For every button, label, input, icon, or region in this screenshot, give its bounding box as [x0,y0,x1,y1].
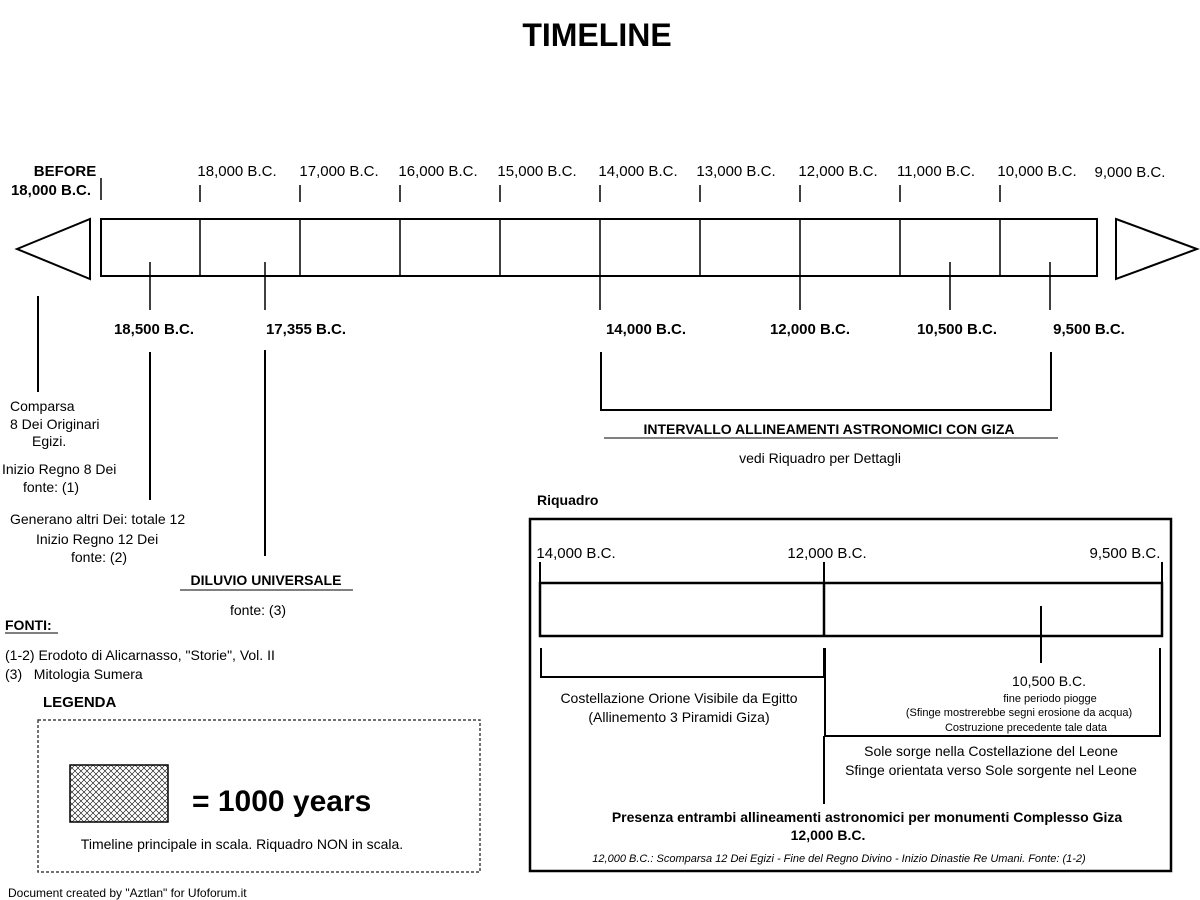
presenza-date: 12,000 B.C. [790,827,866,843]
regno12-note: Generano altri Dei: totale 12 [10,511,186,527]
before-date-label: 18,000 B.C. [10,182,92,199]
credit-line: Document created by "Aztlan" for Ufoforum.it [8,886,247,900]
riquadro-tick-label: 12,000 B.C. [787,545,867,562]
left-arrow-icon [17,219,90,279]
fonti-item: (1-2) Erodoto di Alicarnasso, "Storie", Vol. II [5,647,275,663]
fonti-item: (3) Mitologia Sumera [5,666,143,682]
scale-tick-label: 10,000 B.C. [997,163,1077,180]
main-timeline-bar [101,219,1097,276]
regno8-source: fonte: (1) [23,479,80,495]
diluvio-source: fonte: (3) [229,602,287,618]
orione-note: Costellazione Orione Visibile da Egitto [560,690,798,706]
riquadro-tick-label: 14,000 B.C. [536,545,616,562]
scale-tick-label: 15,000 B.C. [497,163,577,180]
giza-interval-bracket [601,352,1051,410]
regno12-source: fonte: (2) [71,549,128,565]
event-marker-label: 17,355 B.C. [265,321,347,338]
scale-tick-label: 16,000 B.C. [398,163,478,180]
regno12-note: Inizio Regno 12 Dei [36,531,159,547]
right-arrow-icon [1116,219,1197,279]
event-marker-label: 14,000 B.C. [605,321,687,338]
scale-tick-label: 12,000 B.C. [798,163,878,180]
event-marker-label: 9,500 B.C. [1053,321,1125,338]
riquadro-tick-label: 9,500 B.C. [1089,545,1161,562]
scale-tick-label: 9,000 B.C. [1094,164,1166,181]
legenda-caption: Timeline principale in scala. Riquadro NON in scala. [80,836,404,852]
piogge-note: fine periodo piogge [1003,693,1097,705]
scale-tick-label: 17,000 B.C. [299,163,379,180]
scale-tick-label: 14,000 B.C. [598,163,678,180]
orione-note: (Allinemento 3 Piramidi Giza) [588,709,770,725]
piogge-date: 10,500 B.C. [1012,673,1086,689]
riquadro-bar [540,583,1162,636]
before-label: BEFORE [33,163,97,180]
leone-note: Sole sorge nella Costellazione del Leone [864,743,1118,759]
regno8-note: Inizio Regno 8 Dei [2,461,117,477]
leone-note: Sfinge orientata verso Sole sorgente nel Leone [845,762,1137,778]
legenda-equals: = 1000 years [192,785,372,818]
presenza-note: Presenza entrambi allineamenti astronomici per monumenti Complesso Giza [611,809,1123,825]
scale-tick-marks [101,178,1000,202]
event-marker-label: 10,500 B.C. [916,321,998,338]
scale-tick-label: 18,000 B.C. [197,163,277,180]
scale-tick-label: 13,000 B.C. [696,163,776,180]
riquadro-footnote: 12,000 B.C.: Scomparsa 12 Dei Egizi - Fine del Regno Divino - Inizio Dinastie Re Umani. Fonte: (1-2) [592,853,1086,865]
event-marker-label: 12,000 B.C. [769,321,851,338]
legenda-swatch [70,765,168,822]
event-marker-label: 18,500 B.C. [113,321,195,338]
fonti-heading: FONTI: [5,617,52,633]
scale-tick-label: 11,000 B.C. [896,163,976,180]
diluvio-heading: DILUVIO UNIVERSALE [190,572,342,588]
riquadro-heading: Riquadro [537,492,599,508]
comparsa-note: Egizi. [32,433,67,449]
comparsa-note: 8 Dei Originari [10,416,100,432]
piogge-note: (Sfinge mostrerebbe segni erosione da acqua) [905,707,1133,719]
intervallo-note: vedi Riquadro per Dettagli [739,450,901,466]
page-title: TIMELINE [522,17,672,53]
intervallo-heading: INTERVALLO ALLINEAMENTI ASTRONOMICI CON GIZA [643,421,1015,437]
legenda-heading: LEGENDA [43,694,117,711]
comparsa-note: Comparsa [10,398,75,414]
piogge-note: Costruzione precedente tale data [944,722,1108,734]
